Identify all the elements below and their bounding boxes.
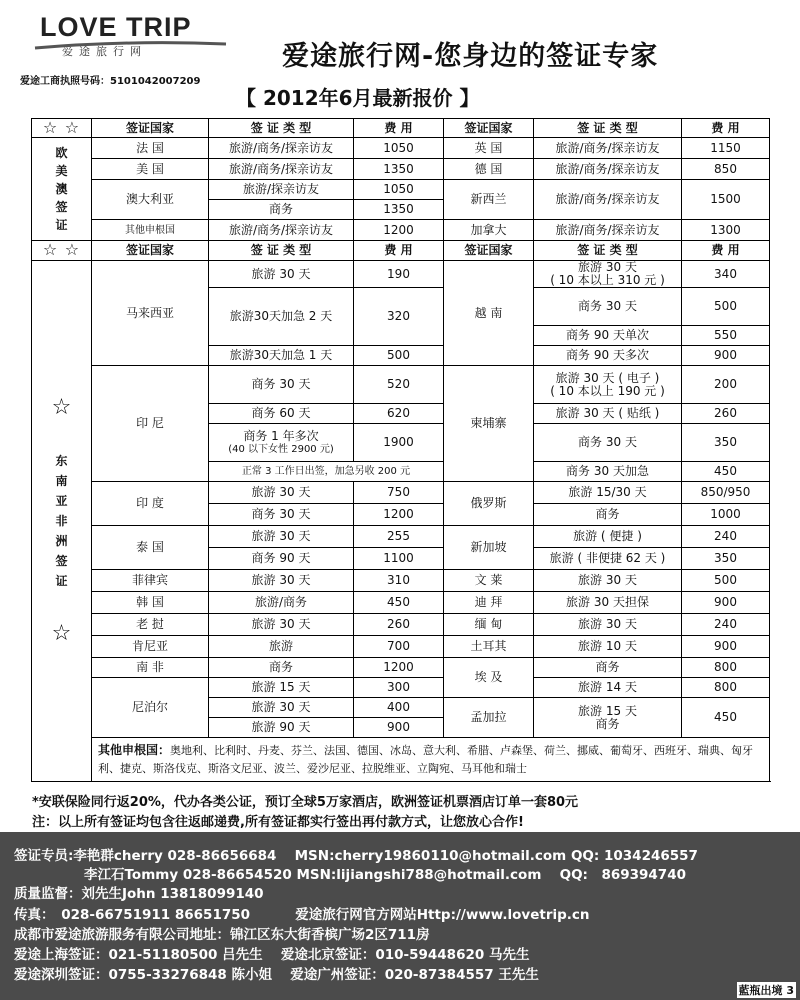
- table-row: 商务 1350: [32, 200, 770, 220]
- table-row: 韩 国 旅游/商务 450 迪 拜 旅游 30 天担保 900: [32, 592, 770, 614]
- note-line-2: 注：以上所有签证均包含往返邮递费,所有签证都实行签出再付款方式，让您放心合作!: [32, 815, 524, 830]
- table-row: 旅游 30 天 400 孟加拉 旅游 15 天 商务 450: [32, 698, 770, 718]
- table-row: ☆ 东南亚非洲签证 ☆ 马来西亚 旅游 30 天 190 越 南 旅游 30 天 ( 10 本以上 310 元 ) 340: [32, 261, 770, 288]
- contact-footer: [0, 832, 800, 1000]
- schengen-label: 其他申根国：: [98, 743, 171, 757]
- branch-line: 爱途上海签证：021-51180500 吕先生 爱途北京签证：010-59448620 马先生: [14, 947, 530, 963]
- contact-line: 签证专员:李艳群cherry 028-86656684 MSN:cherry19860110@hotmail.com QQ: 1034246557: [14, 848, 698, 864]
- note-line-1: *安联保险同行返20%，代办各类公证，预订全球5万家酒店，欧洲签证机票酒店订单一套80元: [32, 795, 579, 810]
- schengen-countries: 奥地利、比利时、丹麦、芬兰、法国、德国、冰岛、意大利、希腊、卢森堡、荷兰、挪威、葡萄牙、西班牙、瑞典、匈牙利、捷克、斯洛伐克、斯洛文尼亚、波兰、爱沙尼亚、拉脱维亚、立陶宛、马耳他和瑞士: [98, 744, 754, 775]
- header-fee: 费 用: [682, 119, 770, 138]
- lovetrip-logo: [40, 12, 192, 59]
- table-row: 其他申根国 旅游/商务/探亲访友 1200 加拿大 旅游/商务/探亲访友 1300: [32, 220, 770, 241]
- branch-line: 爱途深圳签证：0755-33276848 陈小姐 爱途广州签证：020-87384557 王先生: [14, 967, 539, 983]
- table-row: 正常 3 工作日出签，加急另收 200 元 商务 30 天加急 450: [32, 462, 770, 482]
- table-header-row: ☆ ☆ 签证国家 签 证 类 型 费 用 签证国家 签 证 类 型 费 用: [32, 241, 770, 261]
- stars-decor: ☆ ☆: [32, 241, 92, 261]
- address-line: 成都市爱途旅游服务有限公司地址：锦江区东大街香槟广场2区711房: [14, 927, 430, 943]
- star-icon: ☆: [51, 395, 72, 420]
- table-row: 旅游30天加急 1 天 500 商务 90 天多次 900: [32, 346, 770, 366]
- table-row: 商务 90 天单次 550: [32, 326, 770, 346]
- header-fee: 费 用: [354, 119, 444, 138]
- table-row: 澳大利亚 旅游/探亲访友 1050 新西兰 旅游/商务/探亲访友 1500: [32, 180, 770, 200]
- header-type: 签 证 类 型: [534, 119, 682, 138]
- page-title: 爱途旅行网-您身边的签证专家: [282, 41, 659, 72]
- region-sea-africa: ☆ 东南亚非洲签证 ☆: [32, 261, 92, 782]
- visa-price-table: [31, 118, 770, 782]
- schengen-list-row: [32, 738, 770, 782]
- table-row: 美 国 旅游/商务/探亲访友 1350 德 国 旅游/商务/探亲访友 850: [32, 159, 770, 180]
- notes: [32, 793, 578, 833]
- contact-line: 传真： 028-66751911 86651750 爱途旅行网官方网站Http://www.lovetrip.cn: [14, 907, 590, 923]
- table-header-row: [32, 119, 770, 138]
- table-row: 欧美澳签证 法 国 旅游/商务/探亲访友 1050 英 国 旅游/商务/探亲访友 1150: [32, 138, 770, 159]
- logo-swoosh-icon: [30, 14, 230, 54]
- table-row: 商务 60 天 620 旅游 30 天 ( 贴纸 ) 260: [32, 404, 770, 424]
- table-row: 肯尼亚 旅游 700 土耳其 旅游 10 天 900: [32, 636, 770, 658]
- logo-text: LOVE TRIP: [40, 12, 192, 42]
- star-icon: ☆: [51, 621, 72, 646]
- table-row: 旅游30天加急 2 天 320 商务 30 天 500: [32, 288, 770, 326]
- page-header: [0, 0, 800, 110]
- page-corner-label: 藍瓶出境 3: [738, 984, 794, 997]
- table-row: 印 尼 商务 30 天 520 柬埔寨 旅游 30 天 ( 电子 ) ( 10 本以上 190 元 ) 200: [32, 366, 770, 404]
- price-date-heading: 【 2012年6月最新报价 】: [236, 86, 480, 110]
- header-type: 签 证 类 型: [209, 119, 354, 138]
- table-row: 商务 1 年多次 (40 以下女性 2900 元) 1900 商务 30 天 350: [32, 424, 770, 462]
- table-row: 泰 国 旅游 30 天 255 新加坡 旅游 ( 便捷 ) 240: [32, 526, 770, 548]
- table-row: 南 非 商务 1200 埃 及 商务 800: [32, 658, 770, 678]
- table-row: 尼泊尔 旅游 15 天 300 旅游 14 天 800: [32, 678, 770, 698]
- contact-line: 质量监督：刘先生John 13818099140: [14, 886, 264, 902]
- table-row: 商务 90 天 1100 旅游 ( 非便捷 62 天 ) 350: [32, 548, 770, 570]
- header-country: 签证国家: [444, 119, 534, 138]
- business-license: 爱途工商执照号码：5101042007209: [20, 76, 201, 87]
- table-row: 旅游 90 天 900: [32, 718, 770, 738]
- stars-decor: ☆ ☆: [32, 119, 92, 138]
- region-western: 欧美澳签证: [32, 138, 92, 241]
- table-row: 商务 30 天 1200 商务 1000: [32, 504, 770, 526]
- header-country: 签证国家: [92, 119, 209, 138]
- table-row: 印 度 旅游 30 天 750 俄罗斯 旅游 15/30 天 850/950: [32, 482, 770, 504]
- table-row: 老 挝 旅游 30 天 260 缅 甸 旅游 30 天 240: [32, 614, 770, 636]
- logo-subtitle: 爱途旅行网: [62, 45, 147, 58]
- contact-line: 李江石Tommy 028-86654520 MSN:lijiangshi788@hotmail.com QQ: 869394740: [84, 867, 686, 883]
- table-row: 菲律宾 旅游 30 天 310 文 莱 旅游 30 天 500: [32, 570, 770, 592]
